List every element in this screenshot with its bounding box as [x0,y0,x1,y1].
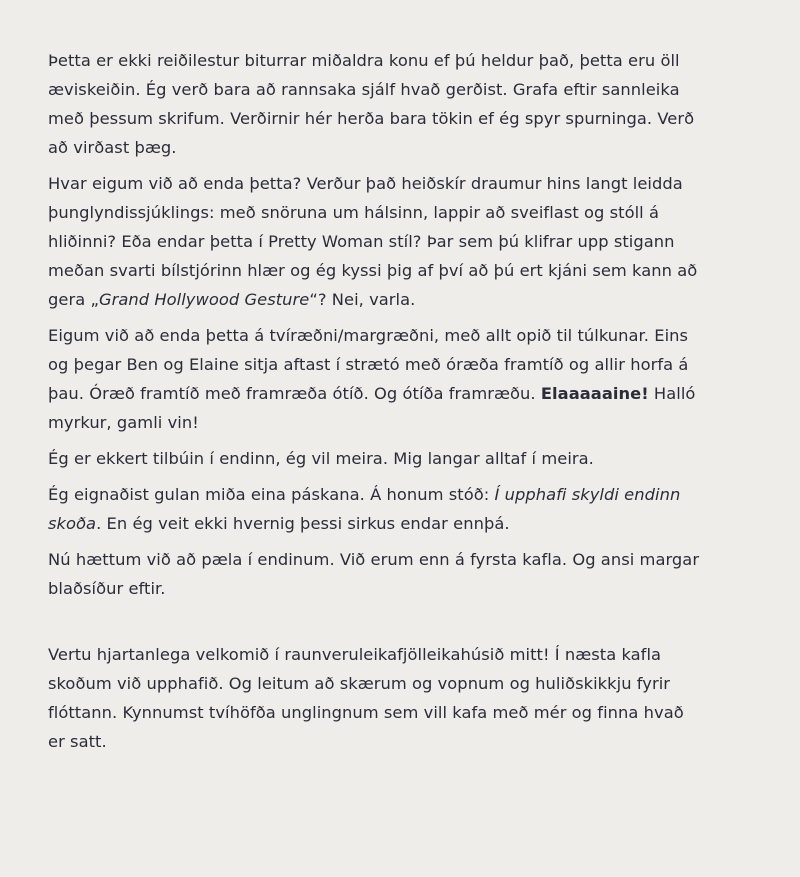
text-fragment: Ég eignaðist gulan miða eina páskana. Á honum stóð: [48,485,495,504]
paragraph-2 [48,169,760,314]
text-line: að virðast þæg. [48,138,177,157]
text-fragment: þau. Óræð framtíð með framræða ótíð. Og ótíða framræðu. [48,384,536,403]
text-fragment: gera „ [48,290,99,309]
italic-quote: Í upphafi skyldi endinn [494,485,681,504]
text-line: blaðsíður eftir. [48,579,166,598]
text-line: flóttann. Kynnumst tvíhöfða unglingnum sem vill kafa með mér og finna hvað [48,703,684,722]
document-body [48,46,760,763]
text-fragment: Halló [648,384,696,403]
paragraph-3 [48,321,760,437]
italic-quote: skoða [48,514,97,533]
text-fragment: “? Nei, varla. [309,290,416,309]
bold-exclamation: Elaaaaaine! [540,384,649,403]
paragraph-7 [48,640,760,756]
text-line: skoðum við upphafið. Og leitum að skærum og vopnum og huliðskikkju fyrir [48,674,671,693]
text-line: æviskeiðin. Ég verð bara að rannsaka sjálf hvað gerðist. Grafa eftir sannleika [48,80,680,99]
text-line [48,480,760,509]
text-line: Vertu hjartanlega velkomið í raunveruleikafjölleikahúsið mitt! Í næsta kafla [48,645,662,664]
text-line: Þetta er ekki reiðilestur biturrar miðaldra konu ef þú heldur það, þetta eru öll [48,51,680,70]
text-line: þunglyndissjúklings: með snöruna um hálsinn, lappir að sveiflast og stóll á [48,203,660,222]
paragraph-6 [48,545,760,603]
text-line: Nú hættum við að pæla í endinum. Við erum enn á fyrsta kafla. Og ansi margar [48,550,700,569]
text-line: hliðinni? Eða endar þetta í Pretty Woman stíl? Þar sem þú klifrar upp stigann [48,232,675,251]
text-line: er satt. [48,732,107,751]
text-line [48,509,760,538]
text-fragment: . En ég veit ekki hvernig þessi sirkus endar ennþá. [96,514,510,533]
text-line [48,285,760,314]
text-line: myrkur, gamli vin! [48,413,199,432]
text-line: meðan svarti bílstjórinn hlær og ég kyssi þig af því að þú ert kjáni sem kann að [48,261,698,280]
section-spacer [48,610,760,640]
text-line: Ég er ekkert tilbúin í endinn, ég vil meira. Mig langar alltaf í meira. [48,449,594,468]
text-line: og þegar Ben og Elaine sitja aftast í strætó með óræða framtíð og allir horfa á [48,355,689,374]
text-line [48,379,760,408]
italic-title: Grand Hollywood Gesture [98,290,310,309]
paragraph-1 [48,46,760,162]
paragraph-4 [48,444,760,473]
text-line: með þessum skrifum. Verðirnir hér herða bara tökin ef ég spyr spurninga. Verð [48,109,695,128]
text-line: Hvar eigum við að enda þetta? Verður það heiðskír draumur hins langt leidda [48,174,683,193]
paragraph-5 [48,480,760,538]
text-line: Eigum við að enda þetta á tvíræðni/margræðni, með allt opið til túlkunar. Eins [48,326,689,345]
